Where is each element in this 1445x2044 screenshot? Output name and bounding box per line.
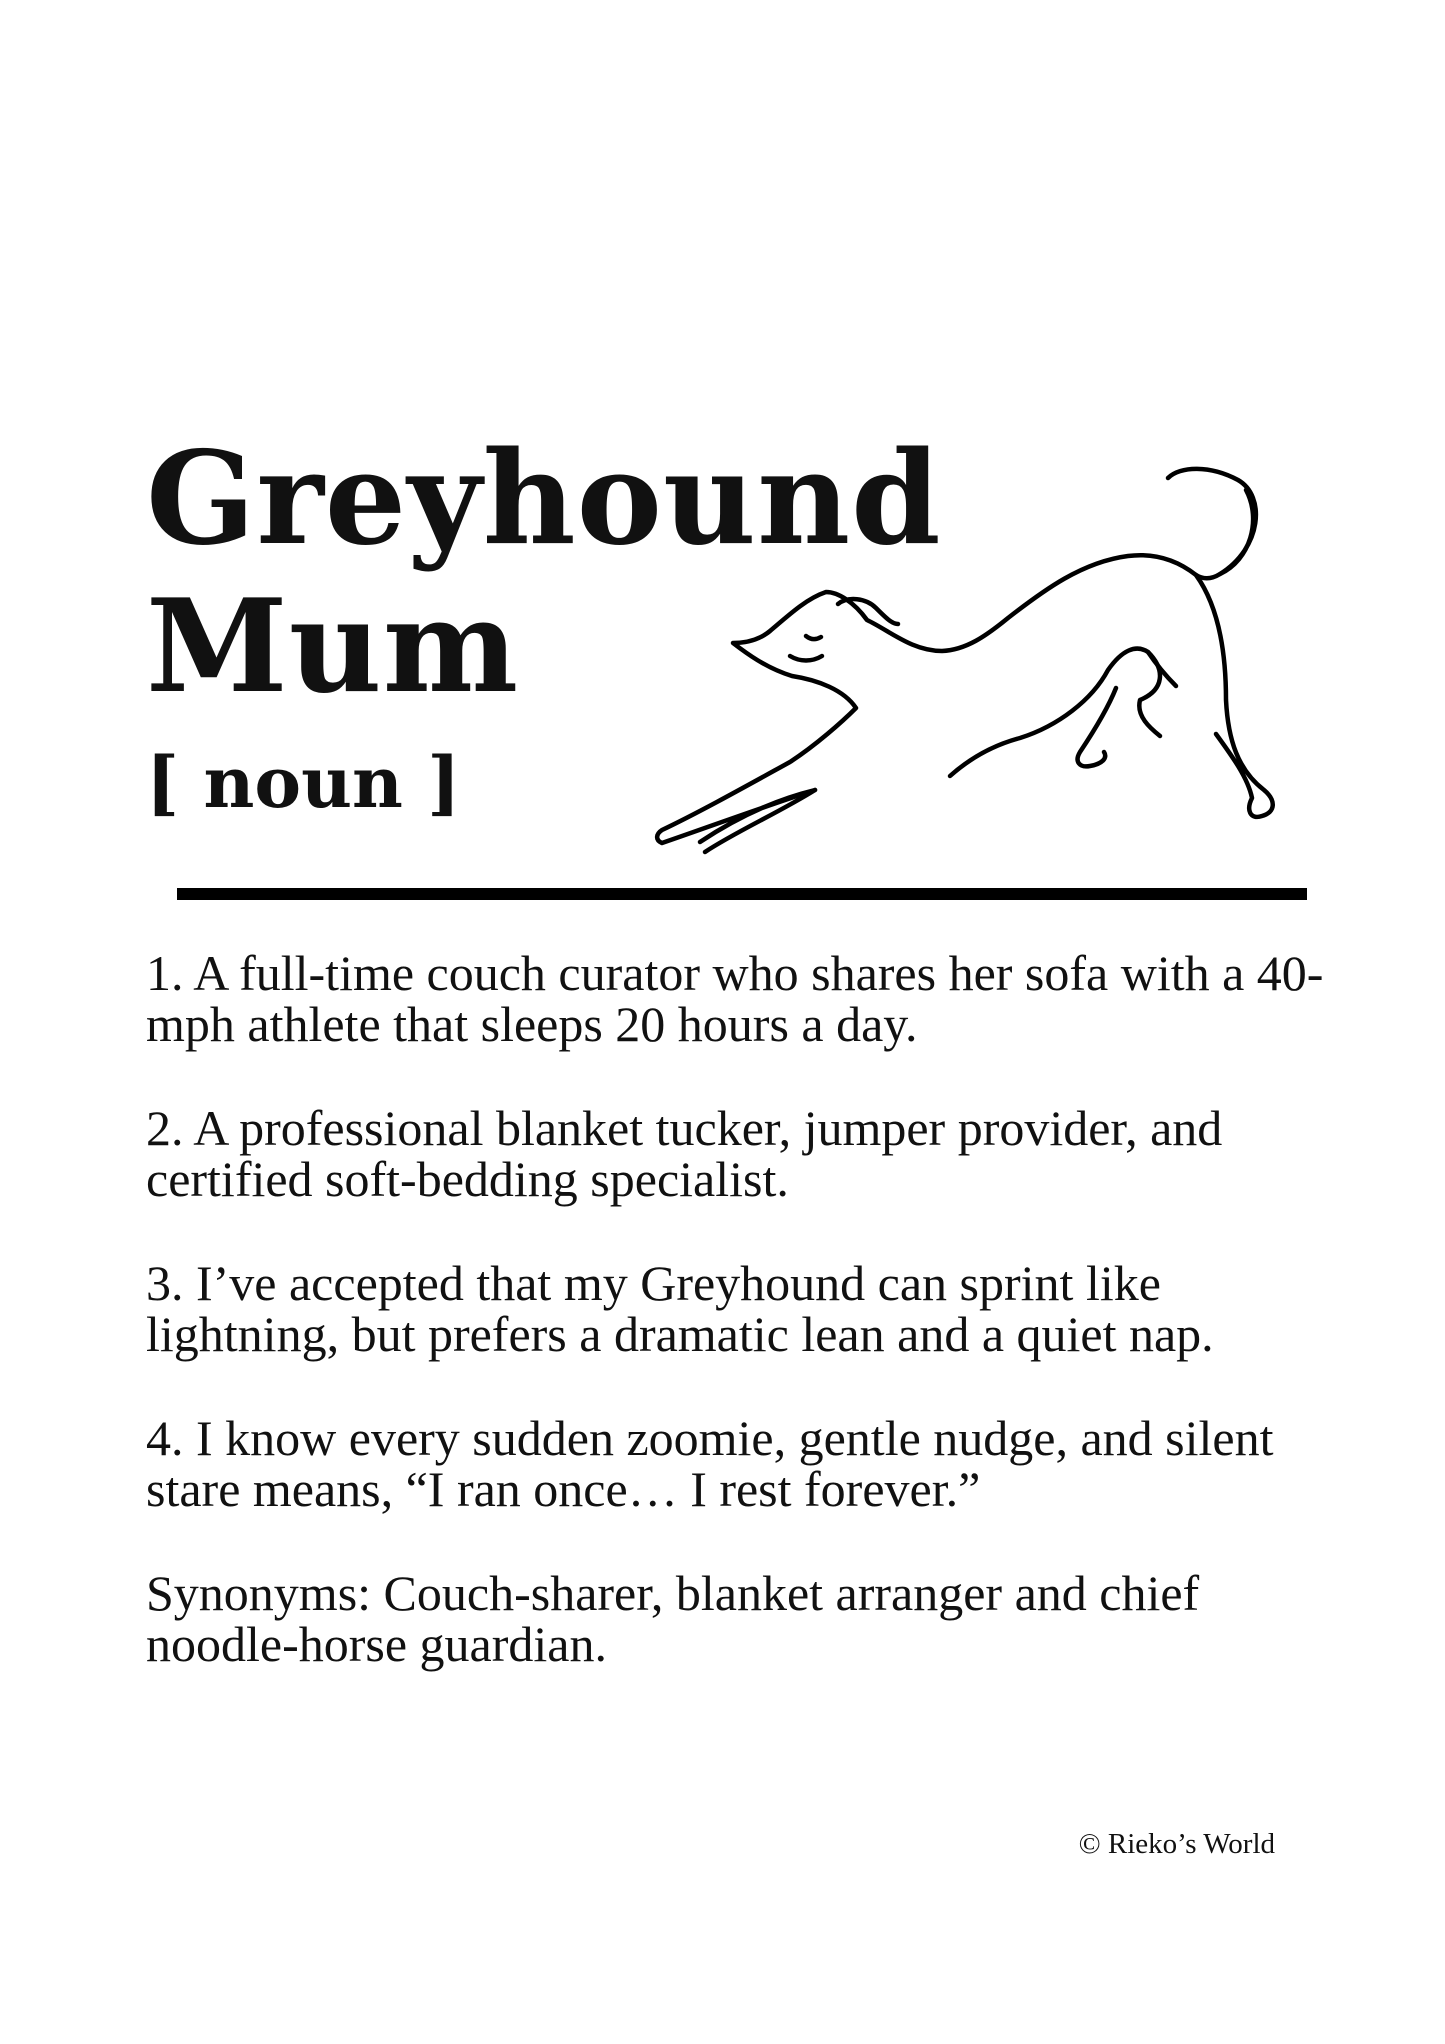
- definition-4: 4. I know every sudden zoomie, gentle nudge, and silent stare means, “I ran once… I rest forever.”: [146, 1410, 1274, 1517]
- synonyms: Synonyms: Couch-sharer, blanket arranger and chief noodle-horse guardian.: [146, 1565, 1200, 1672]
- title-line-2: Mum: [146, 572, 520, 722]
- definitions-list: [146, 945, 1326, 1723]
- greyhound-stretching-icon: [640, 455, 1300, 875]
- copyright-notice: © Rieko’s World: [1078, 1828, 1275, 1860]
- definition-1: 1. A full-time couch curator who shares her sofa with a 40-mph athlete that sleeps 20 hours a day.: [146, 945, 1324, 1052]
- definition-2: 2. A professional blanket tucker, jumper provider, and certified soft-bedding specialist.: [146, 1100, 1223, 1207]
- definition-3: 3. I’ve accepted that my Greyhound can sprint like lightning, but prefers a dramatic lean and a quiet nap.: [146, 1255, 1214, 1362]
- divider-rule: [177, 888, 1307, 900]
- title-line-1: Greyhound: [146, 424, 942, 574]
- part-of-speech: [ noun ]: [146, 741, 461, 824]
